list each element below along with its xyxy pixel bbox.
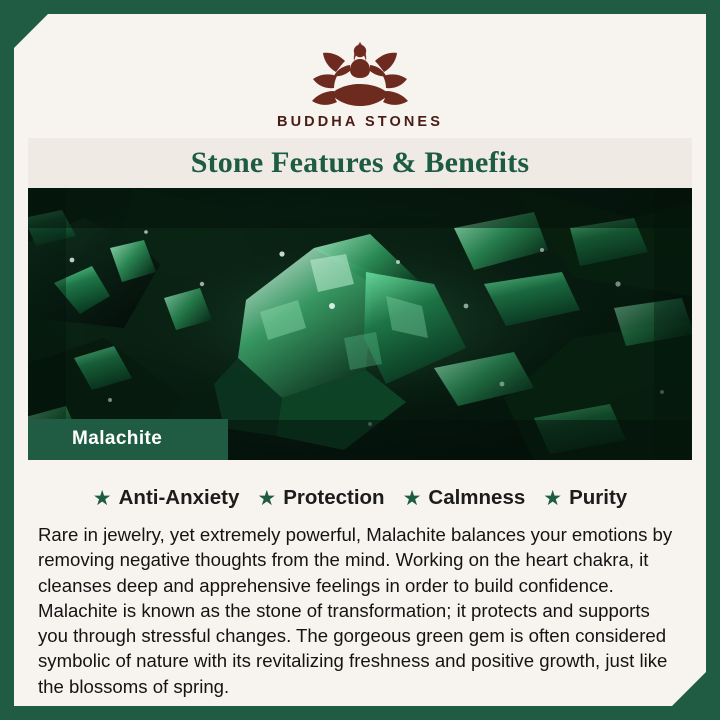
benefit-label: Protection <box>283 486 385 509</box>
brand-name: BUDDHA STONES <box>277 114 443 130</box>
content-card <box>14 14 706 706</box>
star-icon: ★ <box>402 486 422 510</box>
star-icon: ★ <box>92 486 112 510</box>
benefit-label: Purity <box>569 486 628 509</box>
page-title: Stone Features & Benefits <box>190 146 530 179</box>
benefit-item <box>534 486 636 510</box>
benefit-item <box>84 486 249 510</box>
brand-logo-block <box>14 34 706 130</box>
corner-cut-bottom-right <box>672 672 706 706</box>
benefit-label: Calmness <box>428 486 526 509</box>
corner-cut-top-left <box>14 14 48 48</box>
benefits-row <box>28 472 692 524</box>
stone-name-label: Malachite <box>28 419 228 460</box>
benefit-label: Anti-Anxiety <box>118 486 240 509</box>
star-icon: ★ <box>543 486 563 510</box>
description-text: Rare in jewelry, yet extremely powerful, Malachite balances your emotions by removing negative thoughts from the mind. Working on the heart chakra, it cleanses deep and apprehensive feelings in order to build confidence. Malachite is known as the stone of transformation; it protects and supports you through stressful changes. The gorgeous green gem is often considered symbolic of nature with its revitalizing freshness and positive growth, just like the blossoms of spring. <box>38 524 673 697</box>
page-title-band <box>28 138 692 188</box>
benefit-item <box>248 486 393 510</box>
lotus-buddha-icon <box>275 34 445 108</box>
star-icon: ★ <box>257 486 277 510</box>
benefit-item <box>394 486 535 510</box>
